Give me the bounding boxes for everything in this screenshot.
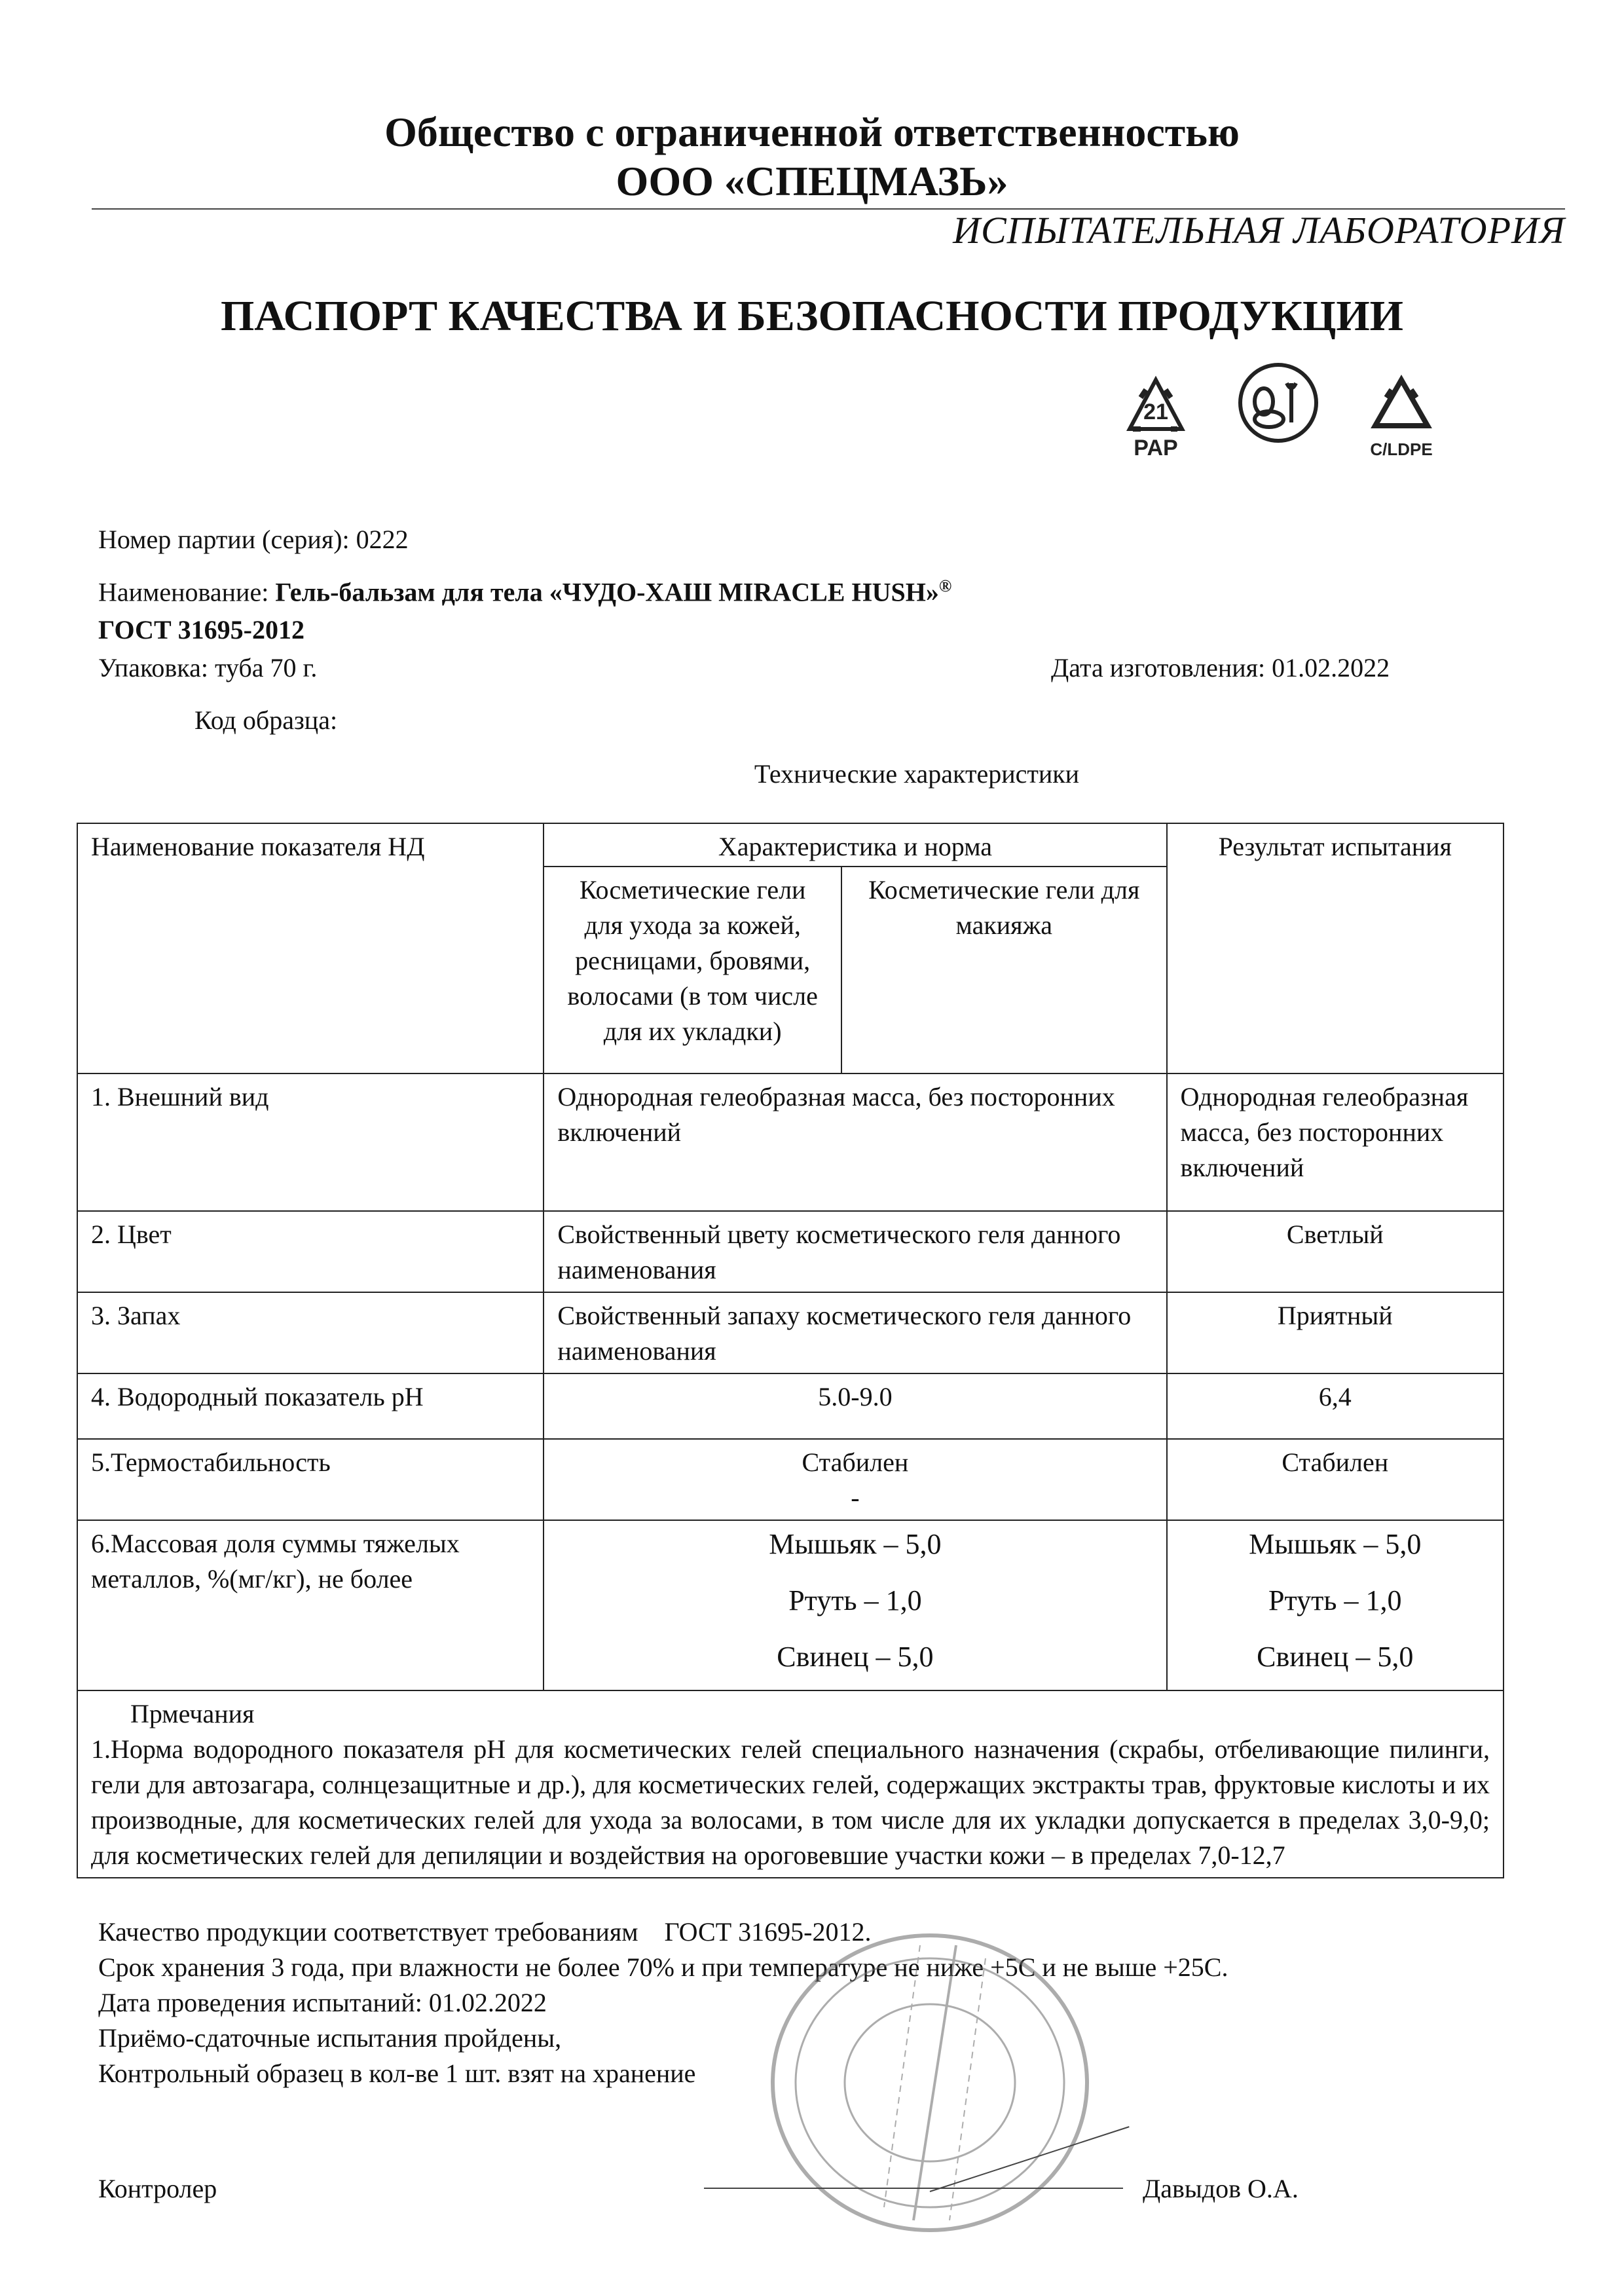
specification-table [77,823,1504,1878]
row-norm: 5.0-9.0 [544,1373,1166,1439]
row-norm: Свойственный цвету косметического геля данного наименования [544,1211,1166,1292]
row-norm-value: Стабилен [802,1447,909,1477]
header-indicator: Наименование показателя НД [77,823,544,1073]
row-name: 6.Массовая доля суммы тяжелых металлов, %(мг/кг), не более [77,1520,544,1690]
notes-text: 1.Норма водородного показателя pH для косметических гелей специального назначения (скрабы, отбеливающие пилинги, гели для автозагара, солнцезащитные и др.), для косметических гелей, содержащих экстракты трав, фруктовые кислоты и их производные, для косметических гелей для ухода за волосами, в том числе для их укладки допускается в пределах 3,0-9,0; для косметических гелей для депиляции и воздействия на ороговевшие участки кожи – в пределах 7,0-12,7 [91,1734,1490,1870]
registered-mark: ® [938,576,952,595]
row-norm-dash: - [851,1483,860,1512]
result-arsenic: Мышьяк – 5,0 [1249,1528,1422,1560]
food-safe-icon [1240,365,1316,441]
shelf-life-statement: Срок хранения 3 года, при влажности не более 70% и при температуре не ниже +5С и не выше +25С. [98,1952,1228,1982]
product-name-value: Гель-бальзам для тела «ЧУДО-ХАШ MIRACLE HUSH» [275,577,939,607]
row-norm: Однородная гелеобразная масса, без посторонних включений [544,1073,1166,1211]
row-result: Стабилен [1167,1439,1504,1520]
sample-code-label: Код образца: [194,705,338,735]
manufacture-date-label: Дата изготовления: [1051,653,1266,682]
table-row [77,1520,1504,1690]
table-row [77,1439,1504,1520]
recycle-cldpe-label: C/LDPE [1370,439,1433,459]
manufacture-date-line [1051,652,1390,683]
compliance-statement: Качество продукции соответствует требованиям ГОСТ 31695-2012. [98,1917,872,1947]
row-result: Однородная гелеобразная масса, без посторонних включений [1167,1073,1504,1211]
product-name-line [98,576,951,607]
packaging-label: Упаковка: [98,653,208,682]
controller-name: Давыдов О.А. [1143,2174,1299,2203]
company-seal-icon [760,1919,1100,2247]
notes-cell [77,1690,1504,1878]
recycle-cldpe-icon [1375,380,1428,426]
recycle-pap-label: PAP [1134,436,1178,460]
manufacture-date-value: 01.02.2022 [1272,653,1390,682]
header-result: Результат испытания [1167,823,1504,1073]
table-row [77,1292,1504,1373]
control-sample-statement: Контрольный образец в кол-ве 1 шт. взят на хранение [98,2059,696,2088]
row-name: 4. Водородный показатель pH [77,1373,544,1439]
product-name-label: Наименование: [98,577,269,607]
organization-name: ООО «СПЕЦМАЗЬ» [616,158,1008,204]
test-date-statement: Дата проведения испытаний: 01.02.2022 [98,1988,547,2017]
batch-line [98,524,409,555]
signature-line [704,2188,1123,2189]
row-result: Светлый [1167,1211,1504,1292]
header-skin-care-gels: Косметические гели для ухода за кожей, ресницами, бровями, волосами (в том числе для их укладки) [544,867,841,1073]
header-makeup-gels: Косметические гели для макияжа [841,867,1167,1073]
result-mercury: Ртуть – 1,0 [1268,1584,1402,1616]
norm-mercury: Ртуть – 1,0 [788,1584,922,1616]
recycle-pap-number: 21 [1143,400,1168,424]
controller-label: Контролер [98,2174,217,2203]
acceptance-statement: Приёмо-сдаточные испытания пройдены, [98,2023,562,2053]
packaging-value: туба 70 г. [214,653,318,682]
result-lead: Свинец – 5,0 [1257,1641,1414,1673]
norm-arsenic: Мышьяк – 5,0 [769,1528,942,1560]
row-norm [544,1439,1166,1520]
row-name: 3. Запах [77,1292,544,1373]
document-title: ПАСПОРТ КАЧЕСТВА И БЕЗОПАСНОСТИ ПРОДУКЦИИ [220,292,1404,340]
notes-title: Прмечания [130,1699,255,1728]
row-name: 5.Термостабильность [77,1439,544,1520]
gost-standard: ГОСТ 31695-2012 [98,615,304,644]
laboratory-title: ИСПЫТАТЕЛЬНАЯ ЛАБОРАТОРИЯ [953,209,1565,252]
row-result [1167,1520,1504,1690]
row-result: 6,4 [1167,1373,1504,1439]
header-norm: Характеристика и норма [544,823,1166,867]
norm-lead: Свинец – 5,0 [777,1641,934,1673]
organization-type: Общество с ограниченной ответственностью [384,109,1240,155]
table-caption: Технические характеристики [754,759,1080,789]
row-name: 1. Внешний вид [77,1073,544,1211]
table-row [77,1373,1504,1439]
packaging-line [98,652,317,683]
table-header-row [77,823,1504,867]
batch-value: 0222 [356,525,409,554]
batch-label: Номер партии (серия): [98,525,350,554]
packaging-icons [1100,357,1467,468]
table-row [77,1211,1504,1292]
row-norm: Свойственный запаху косметического геля данного наименования [544,1292,1166,1373]
table-row [77,1073,1504,1211]
row-name: 2. Цвет [77,1211,544,1292]
row-norm [544,1520,1166,1690]
notes-row [77,1690,1504,1878]
row-result: Приятный [1167,1292,1504,1373]
